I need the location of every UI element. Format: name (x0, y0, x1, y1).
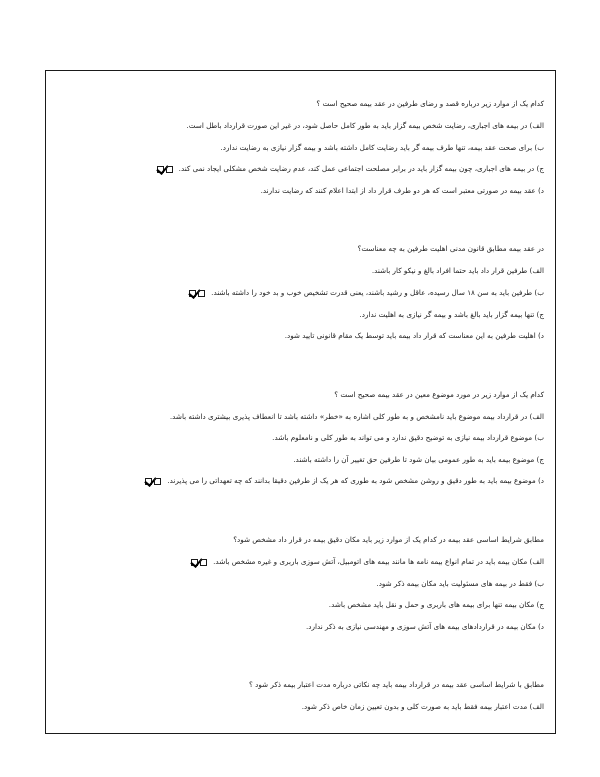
question-5 (54, 673, 544, 718)
question-stem: در عقد بیمه مطابق قانون مدنی اهلیت طرفین به چه معناست؟ (357, 244, 544, 254)
option: د) موضوع بیمه باید به طور دقیق و روشن مشخص شود به طوری که هر یک از طرفین دقیقا بدانند که چه تعهداتی را می پذیرند. (54, 470, 544, 492)
option: ج) مکان بیمه تنها برای بیمه های باربری و حمل و نقل باید مشخص باشد. (328, 600, 544, 609)
question-stem: کدام یک از موارد زیر در مورد موضوع معین در عقد بیمه صحیح است ؟ (334, 389, 544, 399)
answer-marks (155, 158, 173, 180)
empty-box-icon[interactable] (154, 478, 161, 485)
question-1 (54, 92, 544, 201)
checked-box-icon[interactable] (191, 559, 198, 566)
empty-box-icon[interactable] (166, 166, 173, 173)
option: ج) در بیمه های اجباری، چون بیمه گزار باید در برابر مصلحت اجتماعی عمل کند، عدم رضایت شخص مشکلی ایجاد نمی کند. (54, 158, 544, 180)
option: الف) در قرارداد بیمه موضوع باید نامشخص و به طور کلی اشاره به «خطر» داشته باشد تا انعطاف پذیری بیشتری داشته باشد. (169, 411, 544, 421)
option: الف) مکان بیمه باید در تمام انواع بیمه نامه ها مانند بیمه های اتومبیل، آتش سوزی باربری و غیره مشخص باشد. (54, 551, 544, 573)
quiz-content (54, 92, 544, 754)
option: ب) برای صحت عقد بیمه، تنها طرف بیمه گر باید رضایت کامل داشته باشد و بیمه گزار نیازی به رضایت ندارد. (220, 142, 544, 152)
checked-box-icon[interactable] (145, 478, 152, 485)
question-2 (54, 237, 544, 346)
option: د) مکان بیمه در قراردادهای بیمه های آتش سوزی و مهندسی نیازی به ذکر ندارد. (306, 621, 544, 631)
answer-marks (189, 551, 207, 573)
question-4 (54, 528, 544, 637)
question-stem: مطابق با شرایط اساسی عقد بیمه در قرارداد بیمه باید چه نکاتی درباره مدت اعتبار بیمه ذکر شود ؟ (249, 680, 544, 689)
answer-marks (143, 470, 161, 492)
option: ج) تنها بیمه گزار باید بالغ باشد و بیمه گر نیازی به اهلیت ندارد. (359, 309, 544, 319)
option: ب) طرفین باید به سن ۱۸ سال رسیده، عاقل و رشید باشند، یعنی قدرت تشخیص خوب و بد خود را داشته باشند. (54, 282, 544, 304)
option: ج) موضوع بیمه باید به طور عمومی بیان شود تا طرفین حق تغییر آن را داشته باشند. (293, 454, 544, 464)
option: ب) فقط در بیمه های مسئولیت باید مکان بیمه ذکر شود. (376, 578, 544, 588)
option: الف) مدت اعتبار بیمه فقط باید به صورت کلی و بدون تعیین زمان خاص ذکر شود. (301, 702, 544, 711)
answer-marks (187, 282, 205, 304)
empty-box-icon[interactable] (200, 559, 207, 566)
question-stem: مطابق شرایط اساسی عقد بیمه در کدام یک از موارد زیر باید مکان دقیق بیمه در قرار داد مشخص شود؟ (233, 534, 544, 544)
checked-box-icon[interactable] (157, 166, 164, 173)
option: ب) موضوع قرارداد بیمه نیازی به توضیح دقیق ندارد و می تواند به طور کلی و نامعلوم باشد. (272, 433, 544, 442)
option: د) اهلیت طرفین به این معناست که قرار داد بیمه باید توسط یک مقام قانونی تایید شود. (284, 331, 544, 340)
option: الف) در بیمه های اجباری، رضایت شخص بیمه گزار باید به طور کامل حاصل شود، در غیر این صورت قرارداد باطل است. (186, 121, 544, 130)
question-3 (54, 383, 544, 492)
option: الف) طرفین قرار داد باید حتما افراد بالغ و نیکو کار باشند. (371, 266, 544, 276)
option: د) عقد بیمه در صورتی معتبر است که هر دو طرف قرار داد از ابتدا اعلام کنند که رضایت ندارند. (260, 185, 544, 195)
question-stem: کدام یک از موارد زیر درباره قصد و رضای طرفین در عقد بیمه صحیح است ؟ (316, 99, 544, 108)
empty-box-icon[interactable] (198, 290, 205, 297)
checked-box-icon[interactable] (189, 290, 196, 297)
